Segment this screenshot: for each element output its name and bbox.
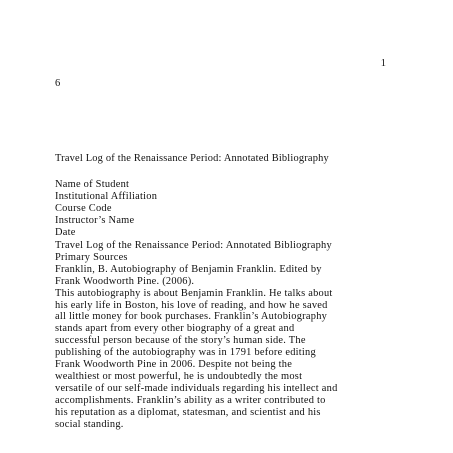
- bibliography-body: [55, 240, 415, 431]
- citation-line: Franklin, B. Autobiography of Benjamin Franklin. Edited by: [55, 263, 322, 275]
- citation-line: Frank Woodworth Pine. (2006).: [55, 275, 195, 287]
- annotation-line: his reputation as a diplomat, statesman, and scientist and his: [55, 406, 321, 418]
- annotation-line: stands apart from every other biography of a great and: [55, 323, 295, 335]
- document-title: Travel Log of the Renaissance Period: Annotated Bibliography: [55, 153, 329, 164]
- annotation-line: his early life in Boston, his love of reading, and how he saved: [55, 299, 328, 311]
- annotation-line: social standing.: [55, 418, 124, 430]
- annotation-line: accomplishments. Franklin’s ability as a writer contributed to: [55, 394, 326, 406]
- annotation-line: all little money for book purchases. Franklin’s Autobiography: [55, 311, 328, 323]
- annotation-line: publishing of the autobiography was in 1791 before editing: [55, 347, 316, 359]
- page-number: 1: [380, 58, 386, 69]
- date: Date: [55, 226, 76, 238]
- annotation-line: This autobiography is about Benjamin Franklin. He talks about: [55, 287, 333, 299]
- student-name: Name of Student: [55, 179, 130, 190]
- primary-sources-heading: Primary Sources: [55, 251, 128, 263]
- annotation-line: versatile of our self-made individuals regarding his intellect and: [55, 382, 338, 394]
- course-code: Course Code: [55, 202, 112, 214]
- page-number-continued: 6: [55, 78, 61, 89]
- annotation-line: wealthiest or most powerful, he is undoubtedly the most: [55, 370, 303, 382]
- instructor-name: Instructor’s Name: [55, 214, 135, 226]
- annotation-line: Frank Woodworth Pine in 2006. Despite not being the: [55, 359, 293, 371]
- title-page-info: [55, 179, 355, 239]
- annotation-line: successful person because of the story’s human side. The: [55, 335, 306, 347]
- institutional-affiliation: Institutional Affiliation: [55, 190, 158, 202]
- section-heading: Travel Log of the Renaissance Period: Annotated Bibliography: [55, 240, 332, 251]
